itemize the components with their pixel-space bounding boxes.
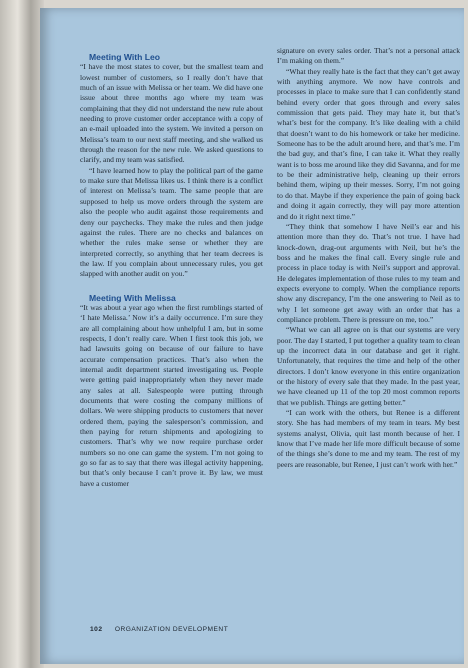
melissa-paragraph: “What they really hate is the fact that they can’t get away with anything anymore. We now have controls and processes in place to make sure that I can confidently stand behind every order that goes through and every sales commission that gets paid. They may hate it, but that’s what’s best for the company. It’s like dealing with a child that doesn’t want to do his homework or take her medicine. Someone has to be the adult around here, and that’s me. I’m the bad guy, and that’s fine, I can take it. What they really want is to boss me around like they did Savanna, and for me to be their administrative help, cleaning up their errors behind them, wiping up their messes. Sorry, I’m not going to do that. Maybe if they experience the pain of going back and doing it again correctly, they will pay more attention and do it right next time.” <box>277 66 460 221</box>
melissa-paragraph: “It was about a year ago when the first rumblings started of ‘I hate Melissa.’ Now it’s a daily occurrence. I’m sure they are all complaining about how unhelpful I am, but in some respects, I don’t really care. When I first took this job, we had lawsuits going on because of our failure to have accurate compensation practices. That’s also when the internal audit department started investigating us. People were getting paid inappropriately when they never made any sales at all. Salespeople were putting through documents that were costing the company millions of dollars. We were shipping products to customers that never ordered them, paying the salesperson’s commission, and then paying for return shipments and apologizing to customers. That’s why we now require purchase order numbers so no one can game the system. I’m not going to go so far as to say that there was illegal activity happening, but that’s only because I can’t prove it. By law, we must have a customer <box>80 302 263 488</box>
melissa-paragraph: signature on every sales order. That’s not a personal attack I’m making on them.” <box>277 46 460 66</box>
page-footer <box>90 626 228 633</box>
book-page <box>40 8 464 664</box>
melissa-paragraph: “I can work with the others, but Renee is a different story. She has had members of my team in tears. My best systems analyst, Olivia, quit last month because of her. I know that I’ve made her life more difficult because of some of the things she’s done to me and my team. The rest of my peers are reasonable, but Renee, I just can’t work with her.” <box>277 408 460 469</box>
right-column <box>277 46 460 470</box>
running-title: ORGANIZATION DEVELOPMENT <box>114 626 229 633</box>
section-heading-leo: Meeting With Leo <box>89 52 161 62</box>
leo-paragraph: “I have the most states to cover, but the smallest team and lowest number of customers, so I really don’t have that much of an issue with Melissa or her team. We did have one issue about three months ago where my team was complaining that they did not understand the new rule about needing to prove customer order acceptance with a copy of an e-mail uploaded into the system. We invited a person on Melissa’s team to our next staff meeting, and she walked us through the reason for the new rule. We asked questions to clarify, and my team was satisfied. <box>80 62 263 165</box>
melissa-paragraph: “What we can all agree on is that our systems are very poor. The day I started, I put together a quality team to clean up the incorrect data in our database and get it right. Unfortunately, that requires the time and help of the other directors. I don’t know everyone in this entire organization or the history of every sale that they made. In the past year, we have cleaned up 11 of the top 20 most common reports that we publish. Things are getting better.” <box>277 325 460 407</box>
page-number: 102 <box>90 626 103 633</box>
left-column <box>80 52 263 489</box>
melissa-paragraph: “They think that somehow I have Neil’s ear and his attention more than they do. That’s not true. I have had knock-down, drag-out arguments with Neil, but he’s the boss and he makes the final call. Every single rule and process in place today is with Neil’s support and approval. He delegates implementation of those rules to my team and expects everyone to comply. When the compliance reports show any discrepancy, I’m the one answering to Neil as to why I let someone get away with an order that has a compliance problem. There is pressure on me, too.” <box>277 221 460 324</box>
section-heading-melissa: Meeting With Melissa <box>89 292 176 303</box>
book-spine-edge <box>0 0 44 668</box>
leo-paragraph: “I have learned how to play the political part of the game to make sure that Melissa likes us. I think there is a conflict of interest on Melissa’s team. The same people that are supposed to help us move orders through the system are also the people who audit against those requirements and deny our paychecks. They make the rules and then judge against the rules. There are no checks and balances on whether the rules make sense or whether they are interpreted correctly, so anything that her team decrees is the law. If you complain about unnecessary rules, you get slapped with another audit on you.” <box>80 165 263 279</box>
